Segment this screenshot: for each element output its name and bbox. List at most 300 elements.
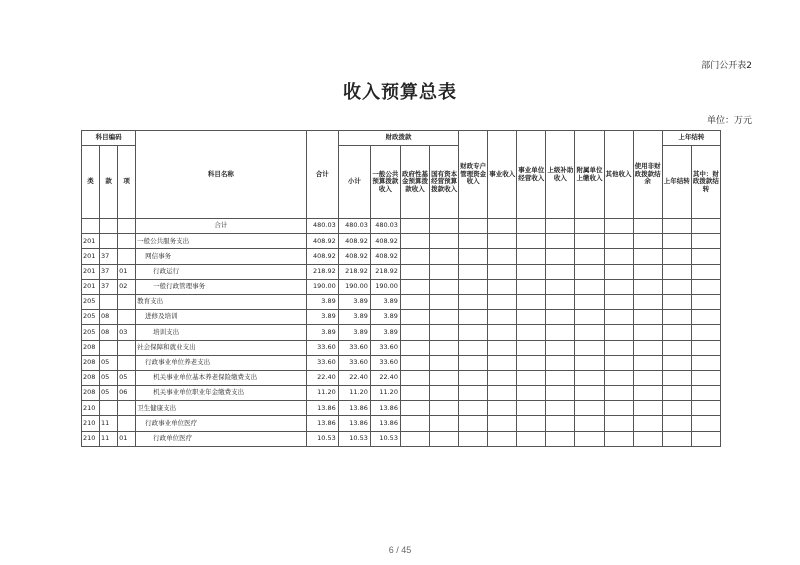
empty-cell	[575, 264, 604, 279]
empty-cell	[430, 279, 459, 294]
empty-cell	[488, 386, 517, 401]
subtotal-cell: 3.89	[338, 294, 370, 309]
affiliated-payment-header: 附属单位上缴收入	[575, 131, 604, 219]
empty-cell	[633, 401, 662, 416]
empty-cell	[604, 355, 633, 370]
subject-name-cell: 一般行政管理事务	[136, 279, 307, 294]
subject-name-cell: 网信事务	[136, 249, 307, 264]
empty-cell	[459, 264, 488, 279]
subtotal-cell: 13.86	[338, 416, 370, 431]
subject-name-header: 科目名称	[136, 131, 307, 219]
empty-cell	[604, 386, 633, 401]
total-cell: 480.03	[306, 219, 338, 234]
income-budget-table	[81, 130, 721, 447]
empty-cell	[604, 264, 633, 279]
empty-cell	[488, 401, 517, 416]
general-budget-cell: 408.92	[370, 234, 400, 249]
empty-cell	[546, 340, 575, 355]
empty-cell	[633, 431, 662, 446]
subtotal-cell: 408.92	[338, 234, 370, 249]
empty-cell	[517, 234, 546, 249]
empty-cell	[633, 386, 662, 401]
empty-cell	[430, 249, 459, 264]
empty-cell	[517, 340, 546, 355]
empty-cell	[662, 234, 691, 249]
empty-cell	[400, 234, 429, 249]
empty-cell	[691, 355, 720, 370]
empty-cell	[633, 355, 662, 370]
lei-cell: 205	[82, 294, 100, 309]
subject-name-cell: 机关事业单位基本养老保险缴费支出	[136, 370, 307, 385]
other-income-header: 其他收入	[604, 131, 633, 219]
general-budget-cell: 480.03	[370, 219, 400, 234]
empty-cell	[400, 340, 429, 355]
subject-name-cell: 教育支出	[136, 294, 307, 309]
superior-subsidy-header: 上级补助收入	[546, 131, 575, 219]
empty-cell	[400, 431, 429, 446]
xiang-cell: 01	[118, 264, 136, 279]
lei-cell: 210	[82, 401, 100, 416]
empty-cell	[691, 370, 720, 385]
empty-cell	[575, 340, 604, 355]
nonfiscal-balance-header: 使用非财政拨款结余	[633, 131, 662, 219]
empty-cell	[604, 234, 633, 249]
empty-cell	[459, 279, 488, 294]
empty-cell	[662, 325, 691, 340]
empty-cell	[691, 401, 720, 416]
empty-cell	[546, 325, 575, 340]
empty-cell	[546, 264, 575, 279]
subtotal-cell: 33.60	[338, 355, 370, 370]
total-cell: 11.20	[306, 386, 338, 401]
total-cell: 33.60	[306, 340, 338, 355]
empty-cell	[604, 325, 633, 340]
empty-cell	[633, 340, 662, 355]
empty-cell	[430, 431, 459, 446]
empty-cell	[517, 386, 546, 401]
empty-cell	[575, 386, 604, 401]
business-income-header: 事业收入	[488, 131, 517, 219]
general-budget-cell: 22.40	[370, 370, 400, 385]
empty-cell	[546, 219, 575, 234]
lei-cell: 201	[82, 234, 100, 249]
empty-cell	[459, 431, 488, 446]
subtotal-cell: 33.60	[338, 340, 370, 355]
empty-cell	[662, 310, 691, 325]
empty-cell	[662, 294, 691, 309]
total-cell: 3.89	[306, 310, 338, 325]
empty-cell	[400, 355, 429, 370]
xiang-cell	[118, 234, 136, 249]
empty-cell	[691, 340, 720, 355]
empty-cell	[488, 294, 517, 309]
xiang-cell: 06	[118, 386, 136, 401]
empty-cell	[633, 325, 662, 340]
total-cell: 190.00	[306, 279, 338, 294]
empty-cell	[517, 294, 546, 309]
kuan-cell: 05	[100, 355, 118, 370]
kuan-cell: 08	[100, 325, 118, 340]
lei-cell: 208	[82, 370, 100, 385]
empty-cell	[459, 355, 488, 370]
empty-cell	[662, 416, 691, 431]
kuan-cell: 05	[100, 370, 118, 385]
general-budget-cell: 408.92	[370, 249, 400, 264]
subtotal-cell: 10.53	[338, 431, 370, 446]
empty-cell	[517, 310, 546, 325]
empty-cell	[662, 355, 691, 370]
empty-cell	[400, 294, 429, 309]
empty-cell	[662, 249, 691, 264]
empty-cell	[691, 310, 720, 325]
empty-cell	[488, 249, 517, 264]
empty-cell	[430, 416, 459, 431]
gov-fund-header: 政府性基金预算拨款收入	[400, 146, 429, 219]
empty-cell	[604, 431, 633, 446]
empty-cell	[604, 219, 633, 234]
empty-cell	[400, 325, 429, 340]
subtotal-cell: 3.89	[338, 310, 370, 325]
subject-name-cell: 行政事业单位医疗	[136, 416, 307, 431]
subject-name-cell: 机关事业单位职业年金缴费支出	[136, 386, 307, 401]
empty-cell	[430, 325, 459, 340]
empty-cell	[662, 340, 691, 355]
xiang-header: 项	[118, 146, 136, 219]
general-budget-cell: 33.60	[370, 355, 400, 370]
kuan-cell: 37	[100, 264, 118, 279]
empty-cell	[633, 370, 662, 385]
empty-cell	[400, 370, 429, 385]
empty-cell	[546, 279, 575, 294]
kuan-cell	[100, 219, 118, 234]
xiang-cell: 03	[118, 325, 136, 340]
empty-cell	[488, 340, 517, 355]
lei-cell: 205	[82, 325, 100, 340]
general-budget-cell: 11.20	[370, 386, 400, 401]
table-row	[82, 294, 721, 309]
empty-cell	[430, 370, 459, 385]
subtotal-cell: 218.92	[338, 264, 370, 279]
kuan-cell: 05	[100, 386, 118, 401]
empty-cell	[400, 249, 429, 264]
empty-cell	[604, 279, 633, 294]
empty-cell	[575, 416, 604, 431]
empty-cell	[488, 264, 517, 279]
empty-cell	[691, 325, 720, 340]
kuan-header: 款	[100, 146, 118, 219]
special-fund-header: 财政专户管理资金收入	[459, 131, 488, 219]
prev-carryover-header: 上年结转	[662, 146, 691, 219]
xiang-cell	[118, 355, 136, 370]
general-budget-cell: 3.89	[370, 325, 400, 340]
xiang-cell	[118, 416, 136, 431]
xiang-cell	[118, 401, 136, 416]
empty-cell	[488, 219, 517, 234]
page-number: 6 / 45	[388, 545, 412, 555]
empty-cell	[633, 416, 662, 431]
total-cell: 13.86	[306, 416, 338, 431]
total-cell: 3.89	[306, 325, 338, 340]
empty-cell	[546, 431, 575, 446]
total-header: 合计	[306, 131, 338, 219]
lei-cell: 208	[82, 386, 100, 401]
empty-cell	[546, 370, 575, 385]
empty-cell	[575, 325, 604, 340]
table-row	[82, 325, 721, 340]
subject-name-cell: 行政运行	[136, 264, 307, 279]
subtotal-cell: 408.92	[338, 249, 370, 264]
empty-cell	[430, 294, 459, 309]
empty-cell	[546, 234, 575, 249]
empty-cell	[488, 310, 517, 325]
empty-cell	[430, 386, 459, 401]
empty-cell	[575, 310, 604, 325]
empty-cell	[517, 416, 546, 431]
empty-cell	[459, 249, 488, 264]
lei-cell	[82, 219, 100, 234]
total-cell: 218.92	[306, 264, 338, 279]
state-capital-header: 国有资本经营预算拨款收入	[430, 146, 459, 219]
empty-cell	[517, 355, 546, 370]
empty-cell	[662, 279, 691, 294]
subject-name-cell: 进修及培训	[136, 310, 307, 325]
empty-cell	[633, 249, 662, 264]
general-budget-cell: 33.60	[370, 340, 400, 355]
xiang-cell: 05	[118, 370, 136, 385]
empty-cell	[546, 249, 575, 264]
table-row	[82, 279, 721, 294]
empty-cell	[546, 294, 575, 309]
total-row	[82, 219, 721, 234]
empty-cell	[517, 401, 546, 416]
empty-cell	[546, 416, 575, 431]
xiang-cell	[118, 294, 136, 309]
empty-cell	[691, 386, 720, 401]
empty-cell	[459, 310, 488, 325]
subject-name-cell: 社会保障和就业支出	[136, 340, 307, 355]
empty-cell	[459, 416, 488, 431]
empty-cell	[459, 219, 488, 234]
empty-cell	[604, 294, 633, 309]
empty-cell	[488, 234, 517, 249]
kuan-cell	[100, 294, 118, 309]
empty-cell	[633, 234, 662, 249]
empty-cell	[575, 279, 604, 294]
lei-cell: 201	[82, 264, 100, 279]
kuan-cell: 11	[100, 416, 118, 431]
xiang-cell: 01	[118, 431, 136, 446]
table-code: 部门公开表2	[701, 61, 752, 71]
general-budget-cell: 3.89	[370, 294, 400, 309]
general-budget-cell: 10.53	[370, 431, 400, 446]
empty-cell	[604, 310, 633, 325]
subject-name-cell: 培训支出	[136, 325, 307, 340]
empty-cell	[575, 219, 604, 234]
empty-cell	[633, 310, 662, 325]
table-row	[82, 234, 721, 249]
empty-cell	[633, 264, 662, 279]
empty-cell	[488, 416, 517, 431]
kuan-cell: 11	[100, 431, 118, 446]
kuan-cell	[100, 340, 118, 355]
empty-cell	[430, 219, 459, 234]
kuan-cell: 37	[100, 249, 118, 264]
empty-cell	[517, 431, 546, 446]
subtotal-cell: 22.40	[338, 370, 370, 385]
table-row	[82, 416, 721, 431]
empty-cell	[400, 219, 429, 234]
empty-cell	[662, 370, 691, 385]
empty-cell	[691, 431, 720, 446]
empty-cell	[459, 294, 488, 309]
empty-cell	[575, 294, 604, 309]
table-row	[82, 310, 721, 325]
empty-cell	[662, 264, 691, 279]
empty-cell	[575, 370, 604, 385]
empty-cell	[662, 386, 691, 401]
kuan-cell: 08	[100, 310, 118, 325]
xiang-cell	[118, 249, 136, 264]
empty-cell	[430, 340, 459, 355]
lei-cell: 208	[82, 340, 100, 355]
empty-cell	[691, 416, 720, 431]
subject-name-cell: 行政单位医疗	[136, 431, 307, 446]
subtotal-cell: 3.89	[338, 325, 370, 340]
empty-cell	[662, 431, 691, 446]
empty-cell	[575, 431, 604, 446]
subject-name-cell: 卫生健康支出	[136, 401, 307, 416]
kuan-cell	[100, 401, 118, 416]
empty-cell	[488, 355, 517, 370]
empty-cell	[604, 401, 633, 416]
empty-cell	[575, 355, 604, 370]
empty-cell	[517, 249, 546, 264]
empty-cell	[604, 340, 633, 355]
empty-cell	[459, 386, 488, 401]
subtotal-cell: 190.00	[338, 279, 370, 294]
table-row	[82, 401, 721, 416]
unit-label: 单位：万元	[706, 116, 752, 126]
lei-cell: 201	[82, 279, 100, 294]
empty-cell	[430, 264, 459, 279]
empty-cell	[575, 401, 604, 416]
table-row	[82, 340, 721, 355]
lei-cell: 208	[82, 355, 100, 370]
empty-cell	[517, 219, 546, 234]
total-cell: 33.60	[306, 355, 338, 370]
general-budget-cell: 218.92	[370, 264, 400, 279]
empty-cell	[488, 279, 517, 294]
subject-name-cell: 行政事业单位养老支出	[136, 355, 307, 370]
empty-cell	[691, 279, 720, 294]
lei-cell: 210	[82, 431, 100, 446]
empty-cell	[459, 234, 488, 249]
empty-cell	[546, 310, 575, 325]
empty-cell	[691, 294, 720, 309]
xiang-cell	[118, 219, 136, 234]
table-body	[82, 219, 721, 447]
total-cell: 22.40	[306, 370, 338, 385]
table-row	[82, 370, 721, 385]
empty-cell	[430, 234, 459, 249]
general-budget-cell: 190.00	[370, 279, 400, 294]
empty-cell	[604, 249, 633, 264]
empty-cell	[517, 370, 546, 385]
general-budget-header: 一般公共预算拨款收入	[370, 146, 400, 219]
empty-cell	[459, 340, 488, 355]
fiscal-group-header: 财政拨款	[338, 131, 458, 146]
lei-cell: 201	[82, 249, 100, 264]
carryover-group-header: 上年结转	[662, 131, 720, 146]
table-row	[82, 386, 721, 401]
empty-cell	[575, 234, 604, 249]
general-budget-cell: 3.89	[370, 310, 400, 325]
total-cell: 3.89	[306, 294, 338, 309]
empty-cell	[633, 294, 662, 309]
fiscal-carryover-header: 其中：财政拨款结转	[691, 146, 720, 219]
unit-operating-header: 事业单位经营收入	[517, 131, 546, 219]
empty-cell	[400, 264, 429, 279]
xiang-cell	[118, 340, 136, 355]
table-row	[82, 264, 721, 279]
kuan-cell	[100, 234, 118, 249]
empty-cell	[691, 264, 720, 279]
subtotal-cell: 480.03	[338, 219, 370, 234]
empty-cell	[430, 355, 459, 370]
table-row	[82, 249, 721, 264]
empty-cell	[517, 325, 546, 340]
kuan-cell: 37	[100, 279, 118, 294]
empty-cell	[546, 355, 575, 370]
xiang-cell: 02	[118, 279, 136, 294]
empty-cell	[662, 219, 691, 234]
empty-cell	[400, 386, 429, 401]
subject-code-header: 科目编码	[82, 131, 136, 146]
table-row	[82, 355, 721, 370]
total-cell: 10.53	[306, 431, 338, 446]
lei-header: 类	[82, 146, 100, 219]
general-budget-cell: 13.86	[370, 401, 400, 416]
empty-cell	[400, 279, 429, 294]
empty-cell	[633, 279, 662, 294]
empty-cell	[691, 249, 720, 264]
total-cell: 408.92	[306, 249, 338, 264]
empty-cell	[604, 416, 633, 431]
empty-cell	[459, 325, 488, 340]
total-cell: 408.92	[306, 234, 338, 249]
xiang-cell	[118, 310, 136, 325]
lei-cell: 210	[82, 416, 100, 431]
empty-cell	[488, 325, 517, 340]
empty-cell	[400, 310, 429, 325]
subtotal-header: 小计	[338, 146, 370, 219]
table-row	[82, 431, 721, 446]
empty-cell	[546, 386, 575, 401]
empty-cell	[604, 370, 633, 385]
empty-cell	[575, 249, 604, 264]
empty-cell	[459, 370, 488, 385]
empty-cell	[546, 401, 575, 416]
subtotal-cell: 13.86	[338, 401, 370, 416]
empty-cell	[691, 234, 720, 249]
total-cell: 13.86	[306, 401, 338, 416]
empty-cell	[517, 264, 546, 279]
subject-name-cell: 一般公共服务支出	[136, 234, 307, 249]
empty-cell	[400, 401, 429, 416]
empty-cell	[459, 401, 488, 416]
empty-cell	[488, 431, 517, 446]
empty-cell	[488, 370, 517, 385]
